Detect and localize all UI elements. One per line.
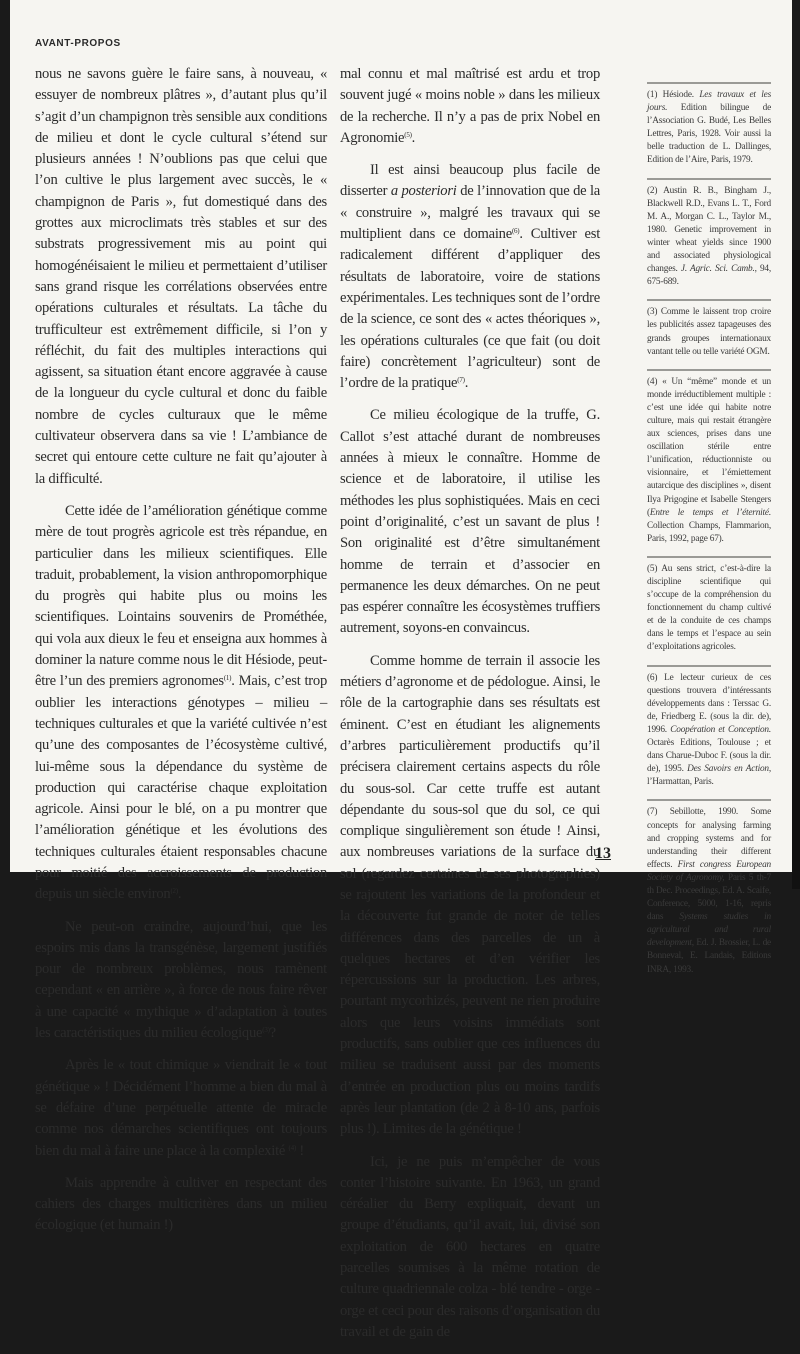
text: Cette idée de l’amélioration génétique comme mère de tout progrès agricole est très répandue, en particulier dans les milieux scientifiques. Elle traduit, probablement, la vision anthropomorphique du progrès qui habite plus ou moins les scientifiques. Lointains souvenirs de Prométhée, qui vola aux dieux le feu et enseigna aux hommes à dominer la nature comme nous le dit Hésiode, peut-être l’un des premiers agronomes [35, 502, 327, 690]
footnote [647, 369, 771, 546]
italic-text: Les travaux et les jours. [647, 90, 771, 114]
footnote [647, 82, 771, 168]
footnote [647, 665, 771, 790]
text: . [411, 129, 416, 146]
text: (3) Comme le laissent trop croire les publicités assez tapageuses des grands groupes internationaux vantant telle ou telle variété OGM. [647, 307, 771, 357]
text: (1) Hésiode. [647, 90, 700, 100]
footnote-ref: (2) [170, 887, 178, 896]
italic-text: Systems studies in agricultural and rural development, [647, 912, 771, 949]
running-head: AVANT-PROPOS [35, 38, 121, 49]
text: (6) Le lecteur curieux de ces questions trouvera d’intéressants développements dans : Terssac G. de, Friedberg E. (sous la dir. de), 1996. [647, 672, 771, 735]
text: (7) Sebillotte, 1990. Some concepts for analysing farming and cropping systems and for understanding their different effects. [647, 807, 771, 870]
text: ! [295, 1142, 304, 1159]
text: . [464, 375, 469, 392]
footnote-ref: (6) [511, 227, 520, 236]
text: Il est ainsi beaucoup plus facile de disserter [340, 162, 600, 200]
paragraph [340, 160, 600, 394]
text: Ed. J. Brossier, L. de Bonneval, E. Landais, Editions INRA, 1993. [647, 938, 771, 975]
footnote [647, 799, 771, 976]
text: Octarès Editions, Toulouse ; et dans Charue-Duboc F. (sous la dir. de), 1995. [647, 738, 771, 775]
paragraph [340, 64, 600, 149]
paragraph [35, 501, 327, 906]
text: (5) Au sens strict, c’est-à-dire la discipline scientifique qui s’occupe de la compréhension du fonctionnement du champ cultivé et de la conduite de ces champs dans le temps et l’espace au sein d’exploitations agricoles. [647, 563, 771, 653]
paragraph [35, 917, 327, 1045]
text: . Mais, c’est trop oublier les interactions génotypes – milieu – techniques culturales et que la variété cultivée n’est qu’une des composantes de l’écosystème cultivé, lui-même sous la dépendance du système de production qui caractérise chaque exploitation agricole. Ainsi pour le blé, on a pu montrer que l’amélioration génétique et les évolutions des techniques culturales étaient responsables chacune pour moitié des accroissements de production depuis un siècle environ [35, 673, 327, 903]
page-number: 13 [595, 845, 611, 862]
footnote [647, 299, 771, 358]
text: nous ne savons guère le faire sans, à nouveau, « essuyer de nombreux plâtres », d’autant plus qu’il s’agit d’un champignon très sensible aux conditions de milieu et dont le cycle cultural s’étend sur plusieurs années ! N’oublions pas que celui que l’on cultive le plus largement avec succès, le « champignon de Paris », fut domestiqué dans des grottes aux microclimats très stables et sur des substrats progressivement mis au point qui homogénéisaient le milieu et permettaient d’utiliser sans grand risque les corrélations observées entre opérations culturales et résultats. La tâche du trufficulteur est extrêmement difficile, si l’on y réfléchit, du fait des multiples interactions qui agissent, sa situation étant encore aggravée à cause de la longueur du cycle cultural et donc du faible nombre de cycles culturaux que le même cultivateur observera dans sa vie ! L’ambiance de secret qui entoure cette culture ne fait qu’ajouter à la difficulté. [35, 66, 327, 487]
italic-text: Des Savoirs en Action, [687, 764, 772, 775]
footnote-ref: (3) [262, 1026, 270, 1035]
text-column-middle [340, 64, 600, 1354]
text: Comme homme de terrain il associe les métiers d’agronome et de pédologue. Ainsi, le rôle de la cartographie dans ses résultats est éminent. C’est en étudiant les alignements d’arbres particulièrement productifs qu’il précisera clairement certains aspects du rôle du sous-sol. Car cette truffe est autant dépendante du sous-sol que du sol, ce qui complique singulièrement son étude ! Ainsi, aux nombreuses variations de la surface du sol (regardez certaines de ses photographies) se rajoutent les variations de la profondeur et la découverte fut grande de noter de telles différences dans des parcelles de un à quelques hectares et d’en vérifier les répercussions sur la production. Les arbres, pourtant mycorhizés, peuvent ne rien produire alors que leurs voisins immédiats sont productifs, sans oublier que ces influences du milieu se traduisent aussi par des moments d’entrée en production plus ou moins tardifs après leur plantation (de 2 à 8-10 ans, parfois plus !). Limites de la génétique ! [340, 652, 600, 1138]
footnote-ref: (1) [223, 674, 232, 683]
paragraph [340, 651, 600, 1141]
footnotes-sidebar [647, 82, 771, 987]
italic-text: a posteriori [390, 183, 457, 200]
footnote-ref: (4) [288, 1143, 296, 1152]
text: Ce milieu écologique de la truffe, G. Callot s’est attaché durant de nombreuses années à mieux le connaître. Homme de science et de laboratoire, il utilise les méthodes les plus sophistiquées. Mais en ceci point d’originalité, c’est un savant de plus ! Son originalité est d’être simultanément homme de terrain et d’associer en permanence les deux démarches. On ne peut pas espérer connaître les écosystèmes truffiers autrement, soyons-en convaincus. [340, 407, 600, 637]
scan-edge [792, 250, 800, 889]
text: Après le « tout chimique » viendrait le « tout génétique » ! Décidément l’homme a bien du mal à se défaire d’une perpétuelle attente de miracle comme nos démarches scientifiques ont toujours bien du mal à faire une place à la complexité [35, 1057, 327, 1159]
book-page [10, 0, 792, 1340]
italic-text: Entre le temps et l’éternité. [649, 507, 771, 518]
text: l’Harmattan, Paris. [647, 777, 714, 788]
text: Ici, je ne puis m’empêcher de vous conter l’histoire suivante. En 1963, un grand céréalier du Berry expliquait, devant un groupe d’étudiants, qu’il avait, lui, divisé son exploitation de 600 hectares en quatre parcelles soumises à la même rotation de culture quadriennale colza - blé tendre - orge - orge et ceci pour des raisons d’organisation du travail et de gain de [340, 1153, 600, 1340]
footnote [647, 178, 771, 290]
text: Ne peut-on craindre, aujourd’hui, que les espoirs mis dans la transgénèse, largement justifiés pour de nombreux problèmes, nous ramènent cependant « en arrière », à force de nous faire rêver à une capacité « mythique » d’adaptation à toutes les caractéristiques du milieu écologique [35, 918, 327, 1042]
footnote-ref: (5) [404, 130, 412, 139]
paragraph [340, 405, 600, 639]
italic-text: J. Agric. Sci. Camb. [680, 264, 755, 275]
text: Mais apprendre à cultiver en respectant des cahiers des charges multicritères dans un milieu écologique (et humain !) [35, 1174, 327, 1234]
paragraph [35, 1173, 327, 1237]
text: . [177, 886, 182, 903]
text: mal connu et mal maîtrisé est ardu et trop souvent jugé « moins noble » dans les milieux de la recherche. Il n’y a pas de prix Nobel en Agronomie [340, 66, 600, 146]
text: (4) « Un “même” monde et un monde irréductiblement multiple : c’est une idée qui habite notre culture, mais qui restait étrangère aux sciences, prises dans une oscillation stérile entre l’unification, réductionniste ou visionnaire, et l’émiettement autarcique des disciplines », disent Ilya Prigogine et Isabelle Stengers ( [647, 376, 771, 518]
text: , 94, 675-689. [647, 264, 771, 288]
text: ? [269, 1025, 276, 1042]
text: . Cultiver est radicalement différent d’appliquer des résultats de laboratoire, voire de stations expérimentales. Les techniques sont de l’ordre de la science, ce sont des « actes théoriques », les opérations culturales (ce que fait (ou doit faire) concrètement l’agriculteur) sont de l’ordre de la pratique [340, 226, 601, 392]
italic-text: First congress European Society of Agronomy, [647, 859, 771, 883]
text: Edition bilingue de l’Association G. Budé, Les Belles Lettres, Paris, 1928. Voir aussi la belle traduction de L. Dallinges, Edition de l’Aire, Paris, 1979. [647, 103, 771, 166]
text: de l’innovation que de la « construire », malgré les travaux qui se multiplient dans ce domaine [340, 183, 601, 243]
footnote-ref: (7) [457, 376, 465, 385]
paragraph [35, 64, 327, 490]
paragraph [35, 1055, 327, 1161]
footnote [647, 556, 771, 655]
text-column-left [35, 64, 327, 1248]
text: Collection Champs, Flammarion, Paris, 1992, page 67). [647, 520, 771, 544]
text: Paris 5 th-7 th Dec. Proceedings, Ed. A. Scaife, Conference, 5000, 1-16, repris dans [647, 872, 771, 923]
italic-text: Coopération et Conception. [670, 724, 771, 735]
paragraph [340, 1152, 600, 1344]
text: (2) Austin R. B., Bingham J., Blackwell R.D., Evans L. T., Ford M. A., Morgan C. L., Taylor M., 1980. Genetic improvement in winter wheat yields since 1900 and associated physiological changes. [647, 185, 771, 275]
